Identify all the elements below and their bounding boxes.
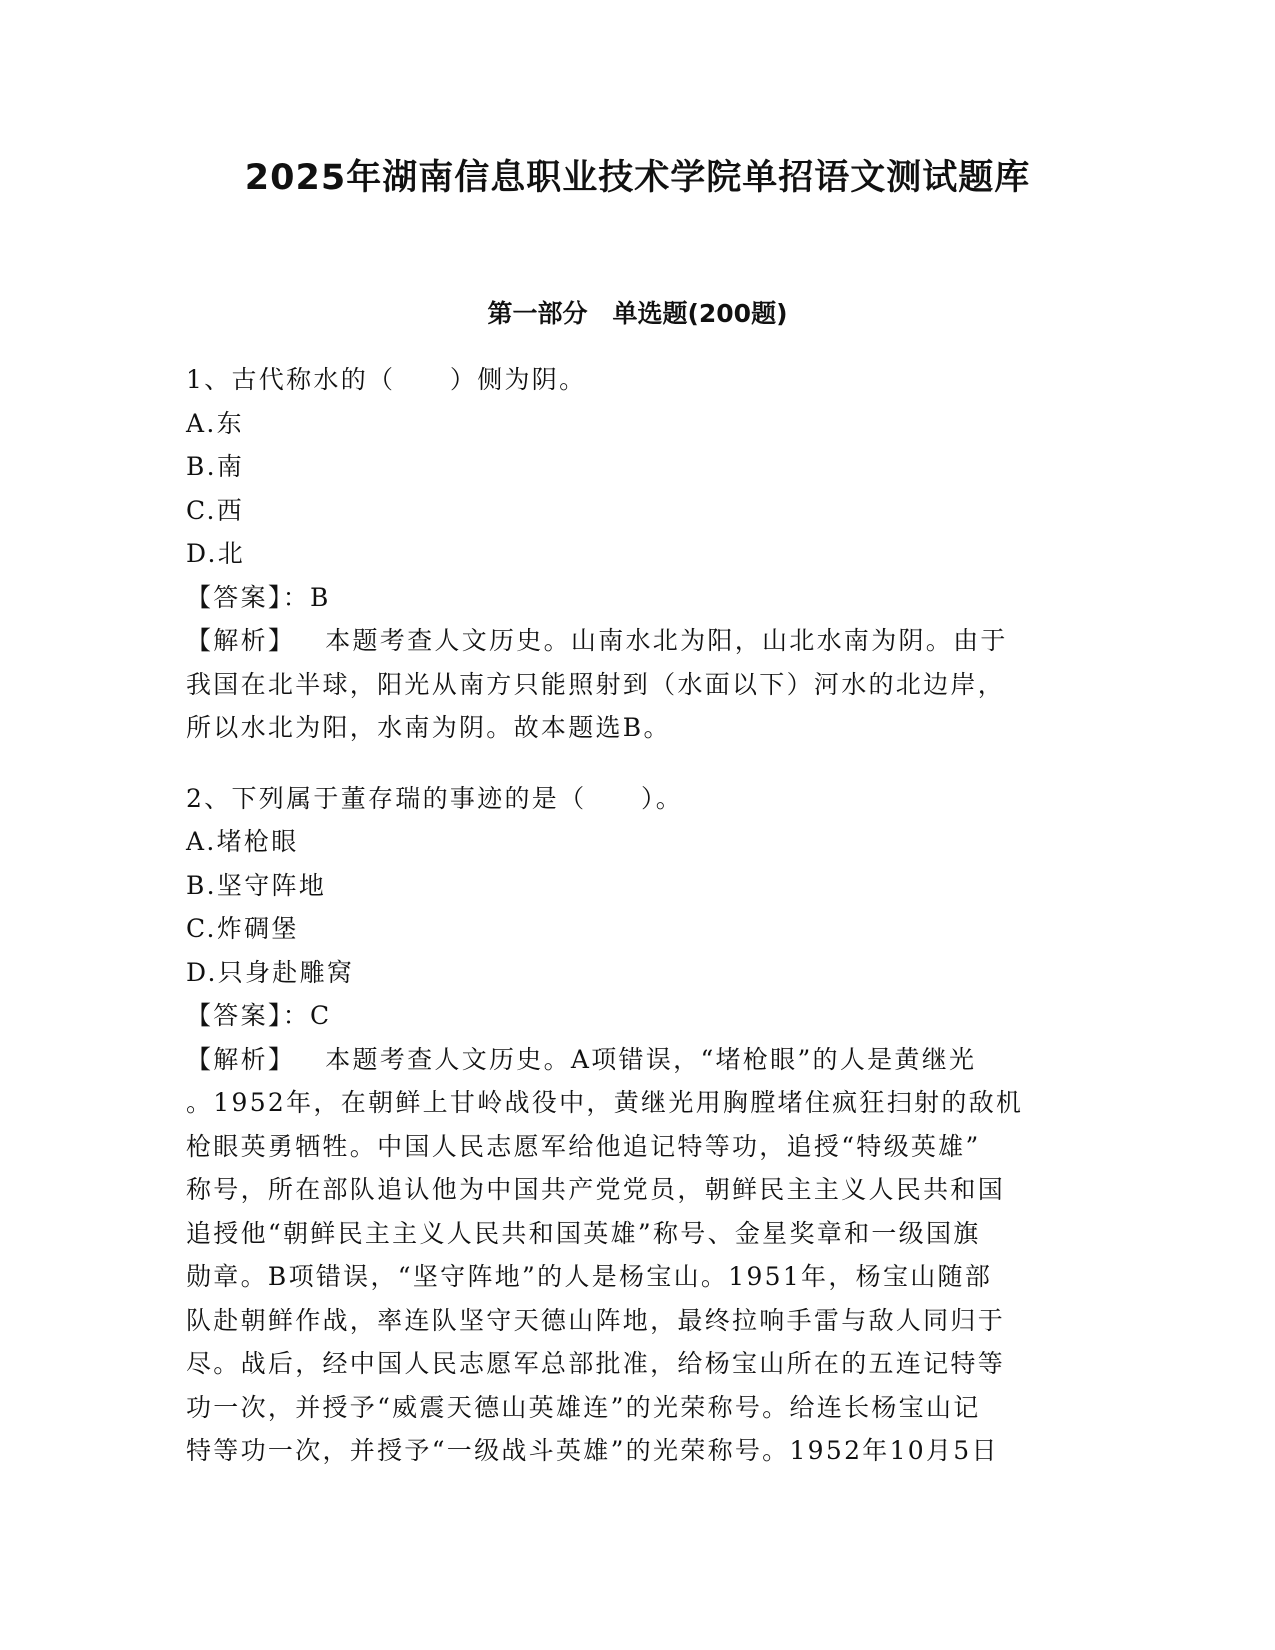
explanation-line: 队赴朝鲜作战，率连队坚守天德山阵地，最终拉响手雷与敌人同归于 bbox=[186, 1305, 1006, 1335]
question-stem: 2、下列属于董存瑞的事迹的是（ ）。 bbox=[186, 783, 684, 813]
explanation-line: 追授他“朝鲜民主主义人民共和国英雄”称号、金星奖章和一级国旗 bbox=[186, 1218, 981, 1248]
question-stem: 1、古代称水的（ ）侧为阴。 bbox=[186, 365, 587, 394]
document-title: 2025年湖南信息职业技术学院单招语文测试题库 bbox=[244, 158, 1031, 198]
explanation-line: 所以水北为阳，水南为阴。故本题选B。 bbox=[186, 713, 671, 742]
explanation-line: 特等功一次，并授予“一级战斗英雄”的光荣称号。1952年10月5日 bbox=[186, 1436, 999, 1465]
explanation-text: 本题考查人文历史。山南水北为阳，山北水南为阴。由于 bbox=[325, 626, 1008, 655]
explanation-line bbox=[186, 619, 1086, 663]
explanation-line bbox=[186, 1038, 1086, 1082]
option-a: A.堵枪眼 bbox=[186, 827, 299, 856]
explanation-line: 尽。战后，经中国人民志愿军总部批准，给杨宝山所在的五连记特等 bbox=[186, 1349, 1006, 1378]
question-list bbox=[186, 358, 1086, 1473]
option-a: A.东 bbox=[186, 408, 244, 438]
explanation-line: 称号，所在部队追认他为中国共产党党员，朝鲜民主主义人民共和国 bbox=[186, 1175, 1006, 1204]
explanation-line: 枪眼英勇牺牲。中国人民志愿军给他追记特等功，追授“特级英雄” bbox=[186, 1131, 981, 1161]
explanation-text: 本题考查人文历史。A项错误，“堵枪眼”的人是黄继光 bbox=[325, 1044, 977, 1074]
question-1 bbox=[186, 358, 1086, 750]
explanation-line: 功一次，并授予“威震天德山英雄连”的光荣称号。给连长杨宝山记 bbox=[186, 1392, 981, 1422]
option-b: B.坚守阵地 bbox=[186, 870, 327, 900]
explanation-line: 。1952年，在朝鲜上甘岭战役中，黄继光用胸膛堵住疯狂扫射的敌机 bbox=[186, 1088, 1024, 1117]
answer-line: 【答案】：C bbox=[186, 1001, 332, 1030]
option-b: B.南 bbox=[186, 452, 245, 481]
option-c: C.西 bbox=[186, 495, 245, 525]
option-d: D.只身赴雕窝 bbox=[186, 957, 355, 987]
option-c: C.炸碉堡 bbox=[186, 914, 299, 943]
section-heading: 第一部分 单选题(200题) bbox=[487, 299, 788, 328]
answer-line: 【答案】：B bbox=[186, 582, 331, 612]
question-2 bbox=[186, 777, 1086, 1473]
option-d: D.北 bbox=[186, 539, 245, 568]
explanation-label: 【解析】 bbox=[186, 626, 296, 655]
explanation-line: 勋章。B项错误，“坚守阵地”的人是杨宝山。1951年，杨宝山随部 bbox=[186, 1262, 993, 1291]
explanation-label: 【解析】 bbox=[186, 1044, 296, 1074]
explanation-line: 我国在北半球，阳光从南方只能照射到（水面以下）河水的北边岸， bbox=[186, 669, 1006, 699]
